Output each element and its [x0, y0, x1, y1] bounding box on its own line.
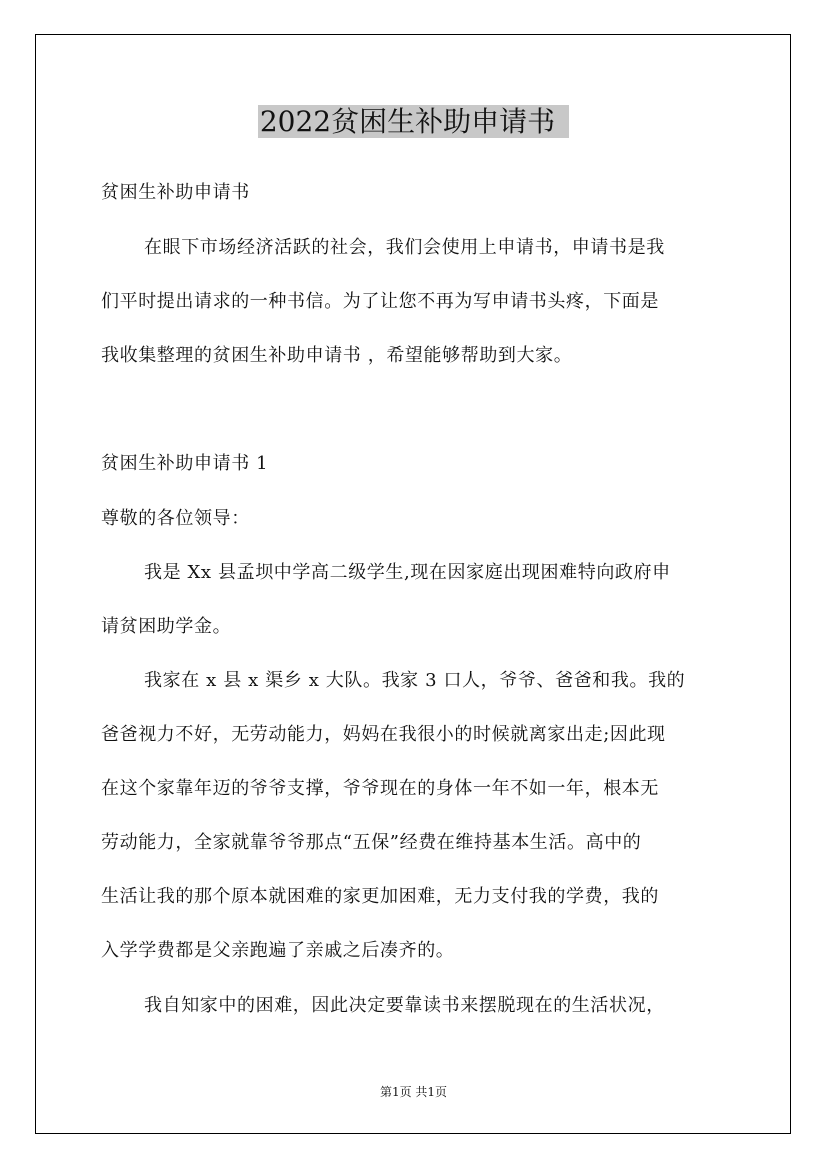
- title-highlight: 2022贫困生补助申请书: [258, 105, 569, 138]
- paragraph-line: 我自知家中的困难，因此决定要靠读书来摆脱现在的生活状况，: [144, 995, 665, 1016]
- paragraph-line: 请贫困助学金。: [101, 616, 232, 637]
- paragraph-line: 入学学费都是父亲跑遍了亲戚之后凑齐的。: [101, 940, 455, 961]
- paragraph-line: 我是 Xx 县孟坝中学高二级学生,现在因家庭出现困难特向政府申: [144, 562, 671, 583]
- section-heading: 贫困生补助申请书 1: [101, 453, 269, 474]
- paragraph-line: 生活让我的那个原本就困难的家更加困难，无力支付我的学费，我的: [101, 886, 659, 907]
- paragraph-line: 我收集整理的贫困生补助申请书 ，希望能够帮助到大家。: [101, 345, 573, 366]
- page-footer: 第1页 共1页: [379, 1085, 448, 1099]
- document-title: [0, 102, 827, 142]
- paragraph-line: 爸爸视力不好，无劳动能力，妈妈在我很小的时候就离家出走;因此现: [101, 724, 666, 745]
- salutation: 尊敬的各位领导：: [101, 508, 250, 529]
- paragraph-line: 劳动能力，全家就靠爷爷那点“五保”经费在维持基本生活。高中的: [101, 832, 642, 853]
- section-heading: 贫困生补助申请书: [101, 182, 250, 203]
- paragraph-line: 们平时提出请求的一种书信。为了让您不再为写申请书头疼，下面是: [101, 291, 659, 312]
- paragraph-line: 我家在 x 县 x 渠乡 x 大队。我家 3 口人，爷爷、爸爸和我。我的: [144, 670, 686, 691]
- paragraph-line: 在这个家靠年迈的爷爷支撑，爷爷现在的身体一年不如一年，根本无: [101, 778, 659, 799]
- paragraph-line: 在眼下市场经济活跃的社会，我们会使用上申请书，申请书是我: [144, 237, 665, 258]
